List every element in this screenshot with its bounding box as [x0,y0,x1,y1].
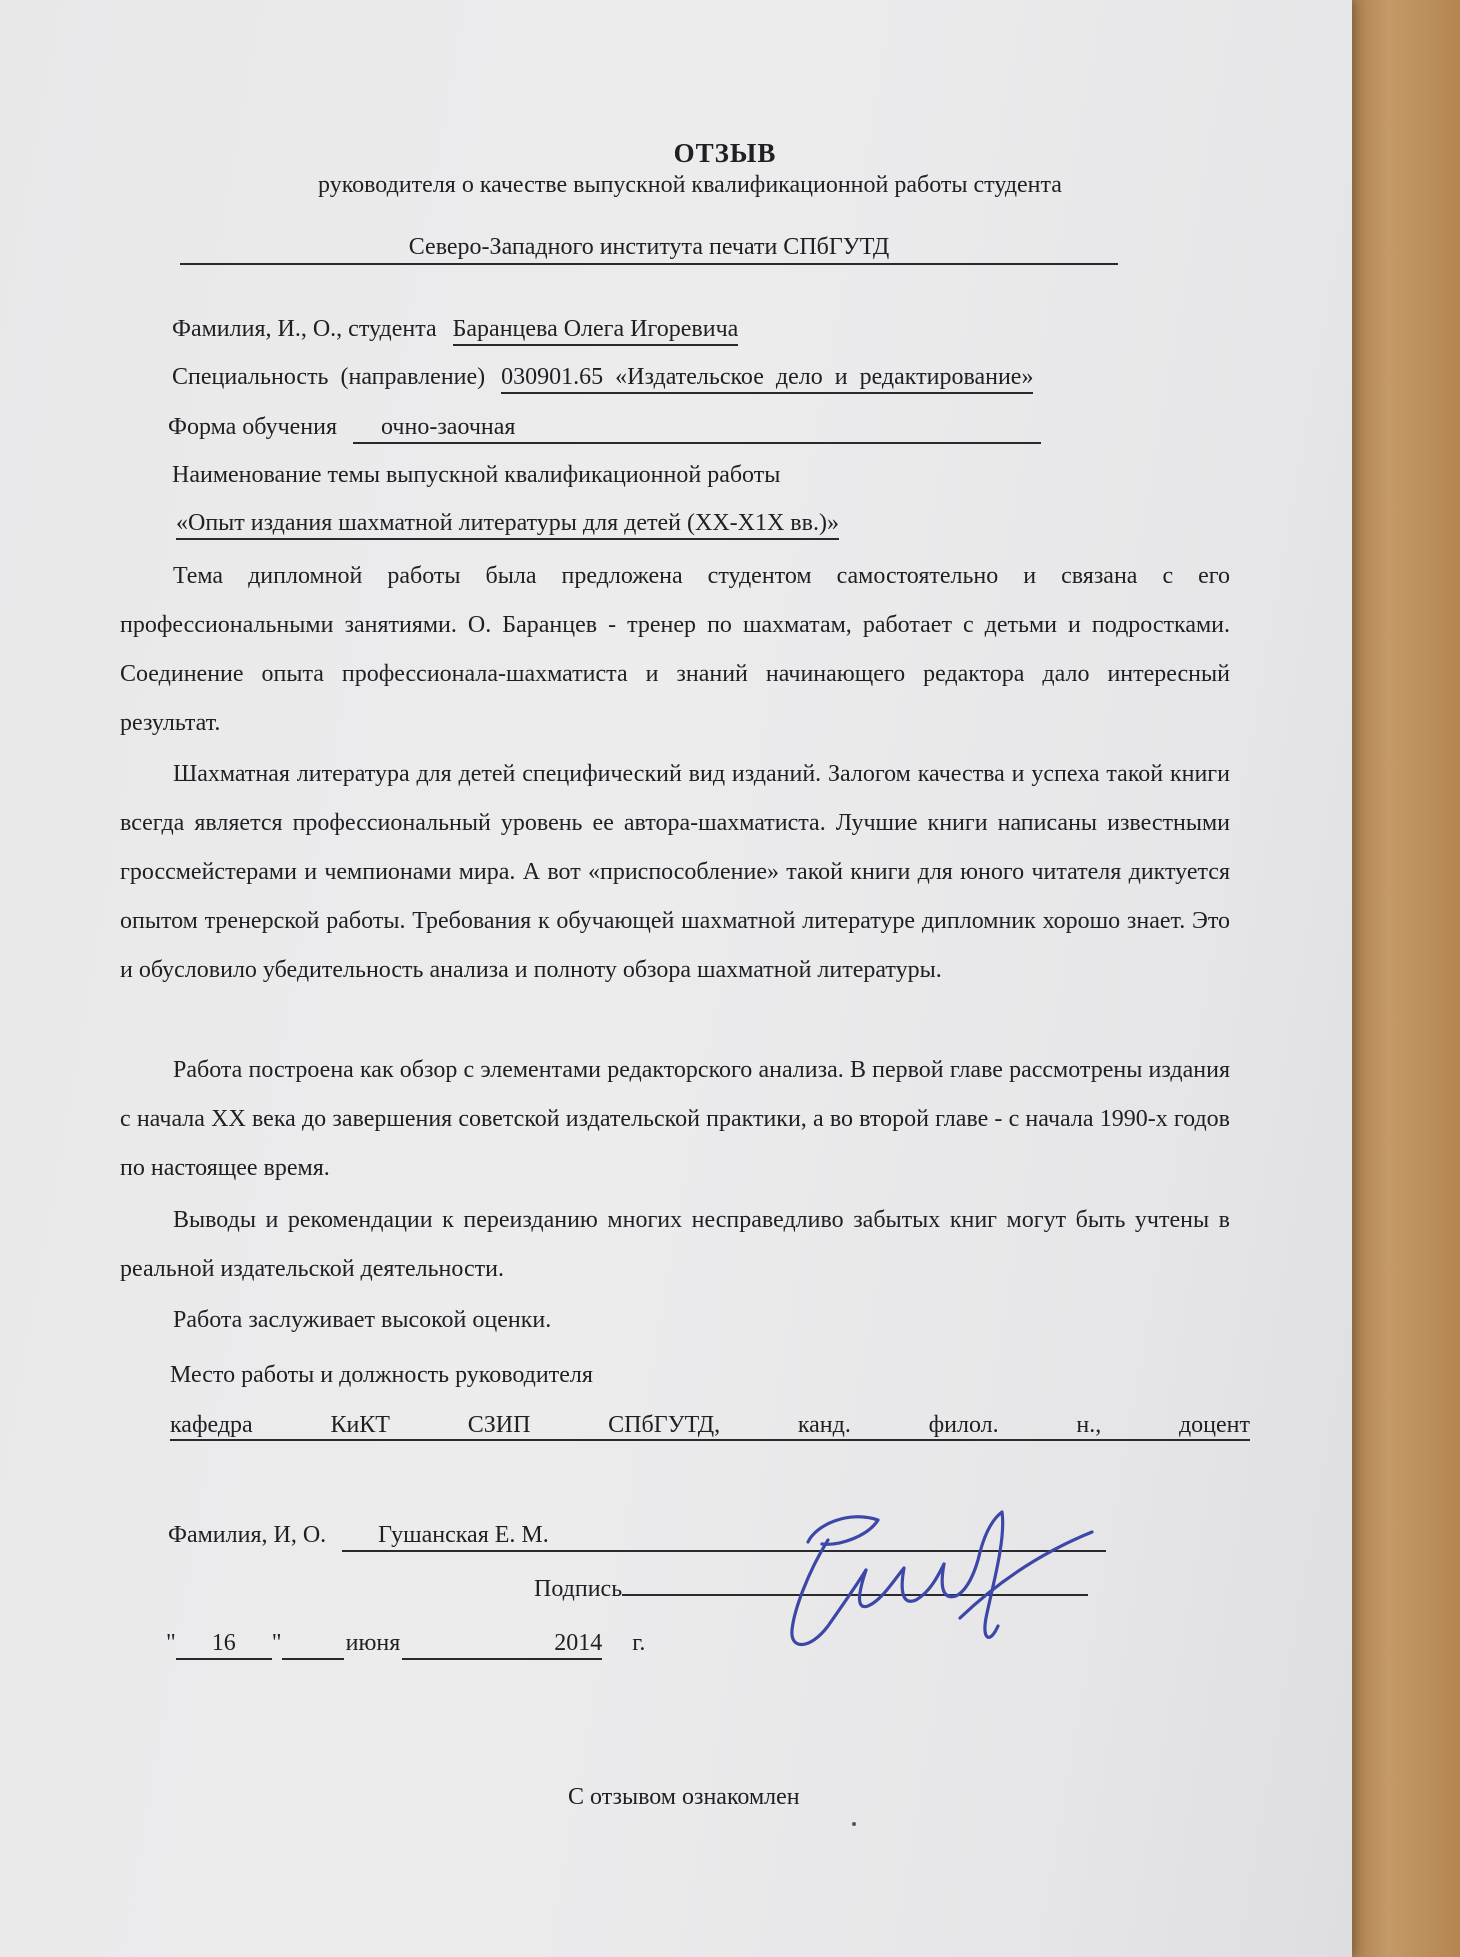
body-paragraph-2: Шахматная литература для детей специфический вид изданий. Залогом качества и успеха такой книги всегда является профессиональный уровень ее автора-шахматиста. Лучшие книги написаны известными гроссмейстерами и чемпионами мира. А вот «приспособление» такой книги для юного читателя диктуется опытом тренерской работы. Требования к обучающей шахматной литературе дипломник хорошо знает. Это и обусловило убедительность анализа и полноту обзора шахматной литературы. [120,761,1230,983]
supervisor-name-label: Фамилия, И, О. [168,1522,327,1548]
document-subtitle: руководителя о качестве выпускной квалификационной работы студента [318,172,1062,198]
study-form-value: очно-заочная [353,414,1041,444]
date-row [166,1630,645,1660]
document-title: ОТЗЫВ [673,138,777,168]
workplace-value: кафедра КиКТ СЗИП СПбГУТД, канд. филол. н., доцент [170,1412,1250,1441]
student-name: Баранцева Олега Игоревича [453,316,739,346]
institute-line: Северо-Западного института печати СПбГУТД [180,234,1118,265]
student-row [172,316,738,346]
body-paragraph-5: Работа заслуживает высокой оценки. [173,1307,552,1333]
date-day: 16 [176,1630,272,1660]
wooden-table-background [1340,0,1460,1957]
acknowledged-label: С отзывом ознакомлен [568,1784,800,1810]
body-paragraph-4: Выводы и рекомендации к переизданию многих несправедливо забытых книг могут быть учтены в реальной издательской деятельности. [120,1207,1230,1282]
workplace-label: Место работы и должность руководителя [170,1362,593,1388]
topic-label: Наименование темы выпускной квалификационной работы [172,462,781,488]
specialty-label: Специальность (направление) [172,364,486,390]
topic-row [176,510,839,540]
handwritten-signature [770,1500,1100,1675]
supervisor-name: Гушанская Е. М. [342,1522,1106,1552]
date-close-quote: " [271,1630,282,1656]
student-label: Фамилия, И., О., студента [172,316,437,342]
study-form-label: Форма обучения [168,414,338,440]
study-form-row [168,414,1041,444]
date-gap-line [282,1630,344,1660]
topic-value: «Опыт издания шахматной литературы для детей (XX-X1X вв.)» [176,510,839,540]
date-open-quote: " [166,1630,176,1656]
body-paragraph-1: Тема дипломной работы была предложена студентом самостоятельно и связана с его профессиональными занятиями. О. Баранцев - тренер по шахматам, работает с детьми и подростками. Соединение опыта профессионала-шахматиста и знаний начинающего редактора дало интересный результат. [120,563,1230,736]
body-paragraph-3: Работа построена как обзор с элементами редакторского анализа. В первой главе рассмотрены издания с начала XX века до завершения советской издательской практики, а во второй главе - с начала 1990-х годов по настоящее время. [120,1057,1230,1181]
ink-speck [852,1822,856,1826]
date-year-suffix: г. [632,1630,646,1656]
signature-label: Подпись [534,1576,623,1602]
date-year: 2014 [402,1630,602,1660]
date-month: июня [345,1630,401,1656]
specialty-row [172,364,1033,394]
specialty-value: 030901.65 «Издательское дело и редактирование» [501,364,1033,394]
